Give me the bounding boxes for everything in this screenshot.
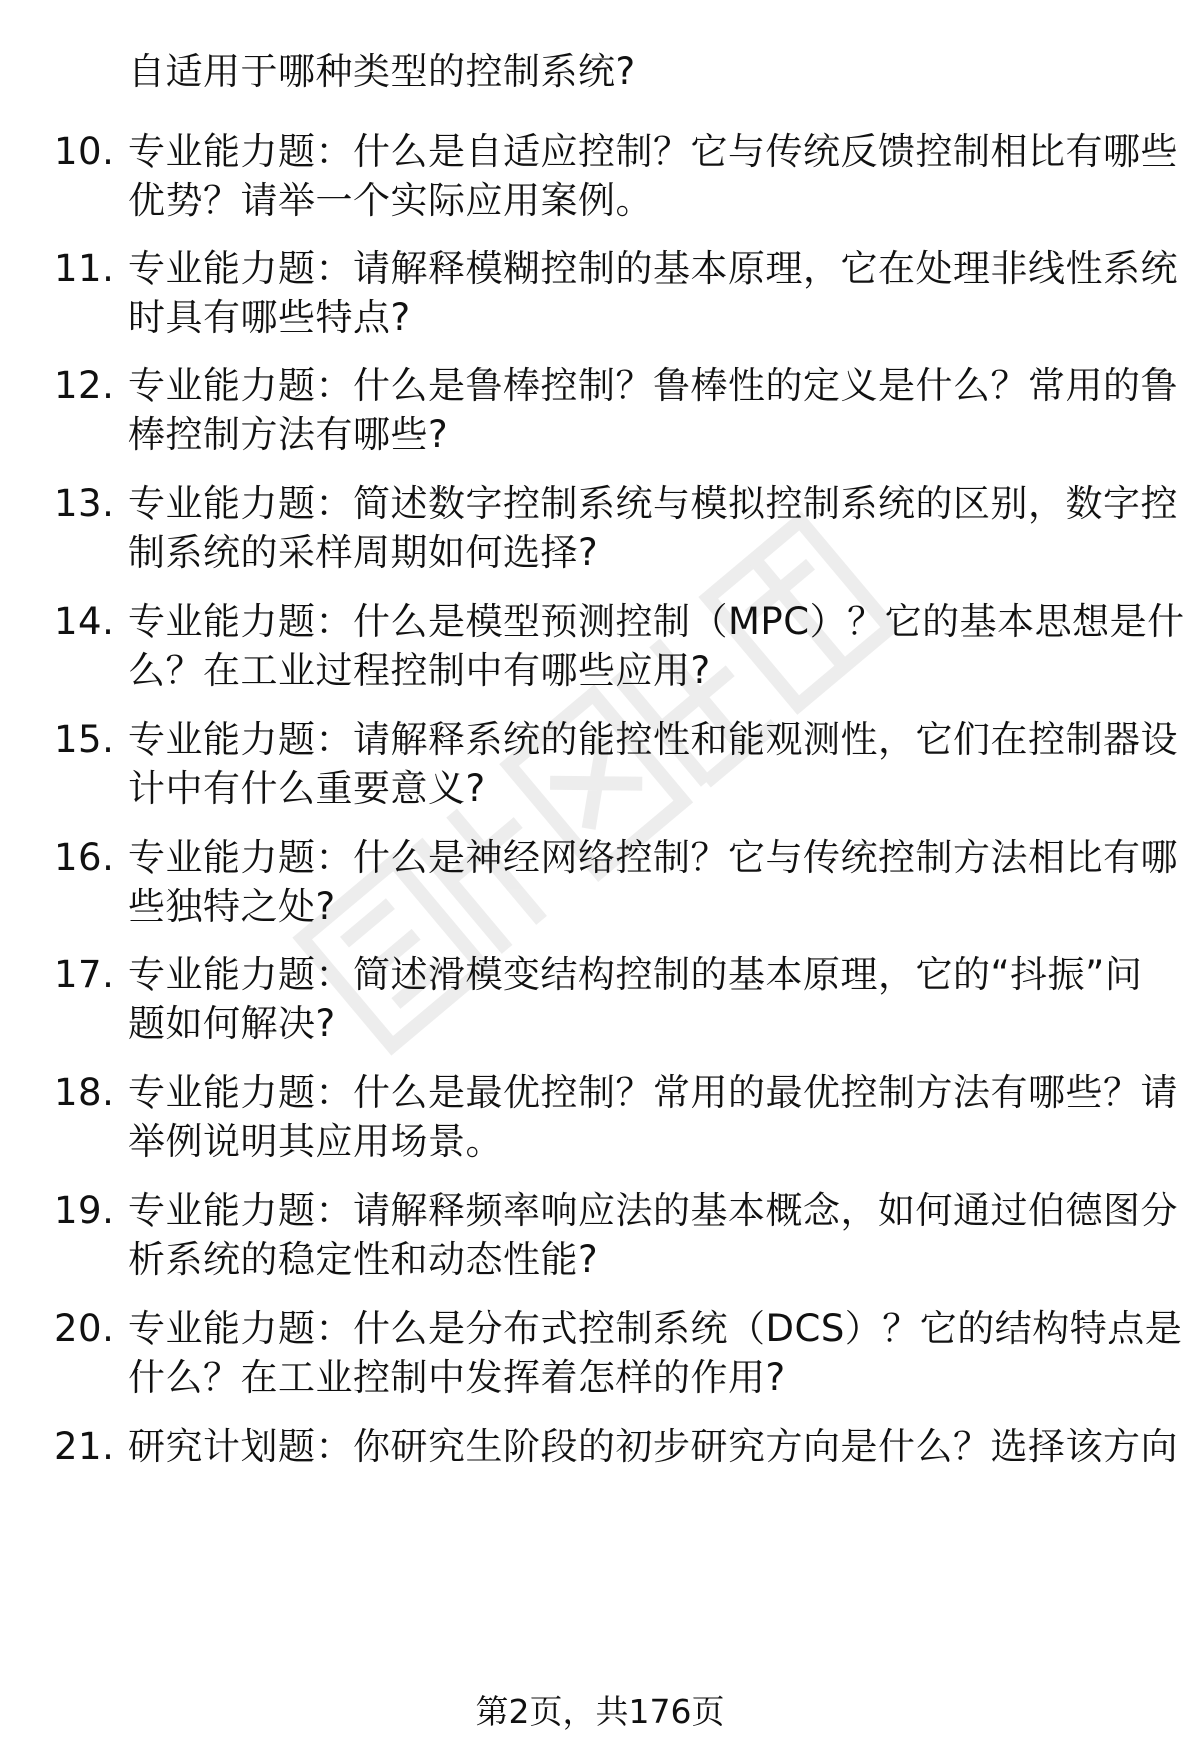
question-number: 13. [54,482,115,525]
question-text: 专业能力题：请解释系统的能控性和能观测性，它们在控制器设 [128,718,1178,761]
question-text: 制系统的采样周期如何选择? [128,531,599,574]
question-text: 么？在工业过程控制中有哪些应用? [128,649,711,692]
question-text: 优势？请举一个实际应用案例。 [128,179,653,222]
question-text: 题如何解决? [128,1002,336,1045]
question-text: 举例说明其应用场景。 [128,1120,503,1163]
question-text: 棒控制方法有哪些? [128,413,449,456]
question-number: 16. [54,836,115,879]
question-number: 15. [54,718,115,761]
question-text: 专业能力题：什么是鲁棒控制？鲁棒性的定义是什么？常用的鲁 [128,364,1178,407]
question-number: 11. [54,247,115,290]
question-text: 研究计划题：你研究生阶段的初步研究方向是什么？选择该方向 [128,1425,1178,1468]
question-text: 专业能力题：请解释模糊控制的基本原理，它在处理非线性系统 [128,247,1178,290]
question-text: 专业能力题：什么是分布式控制系统（DCS）？它的结构特点是 [128,1307,1183,1350]
question-number: 17. [54,953,115,996]
question-number: 10. [54,130,115,173]
page-footer: 第2页，共176页 [475,1692,725,1731]
question-text: 专业能力题：简述滑模变结构控制的基本原理，它的“抖振”问 [128,953,1143,996]
question-text: 计中有什么重要意义? [128,767,486,810]
question-text: 专业能力题：什么是最优控制？常用的最优控制方法有哪些？请 [128,1071,1178,1114]
question-text: 专业能力题：简述数字控制系统与模拟控制系统的区别，数字控 [128,482,1178,525]
question-text: 什么？在工业控制中发挥着怎样的作用? [128,1356,786,1399]
question-number: 14. [54,600,115,643]
question-text: 专业能力题：什么是神经网络控制？它与传统控制方法相比有哪 [128,836,1178,879]
question-number: 19. [54,1189,115,1232]
question-number: 20. [54,1307,115,1350]
question-number: 18. [54,1071,115,1114]
question-text: 专业能力题：什么是模型预测控制（MPC）？它的基本思想是什 [128,600,1185,643]
question-text: 时具有哪些特点? [128,296,411,339]
question-number: 21. [54,1425,115,1468]
question-text: 些独特之处? [128,885,336,928]
intro-continuation: 自适用于哪种类型的控制系统? [128,50,636,93]
question-text: 专业能力题：什么是自适应控制？它与传统反馈控制相比有哪些 [128,130,1178,173]
question-text: 专业能力题：请解释频率响应法的基本概念，如何通过伯德图分 [128,1189,1178,1232]
question-number: 12. [54,364,115,407]
question-text: 析系统的稳定性和动态性能? [128,1238,599,1281]
